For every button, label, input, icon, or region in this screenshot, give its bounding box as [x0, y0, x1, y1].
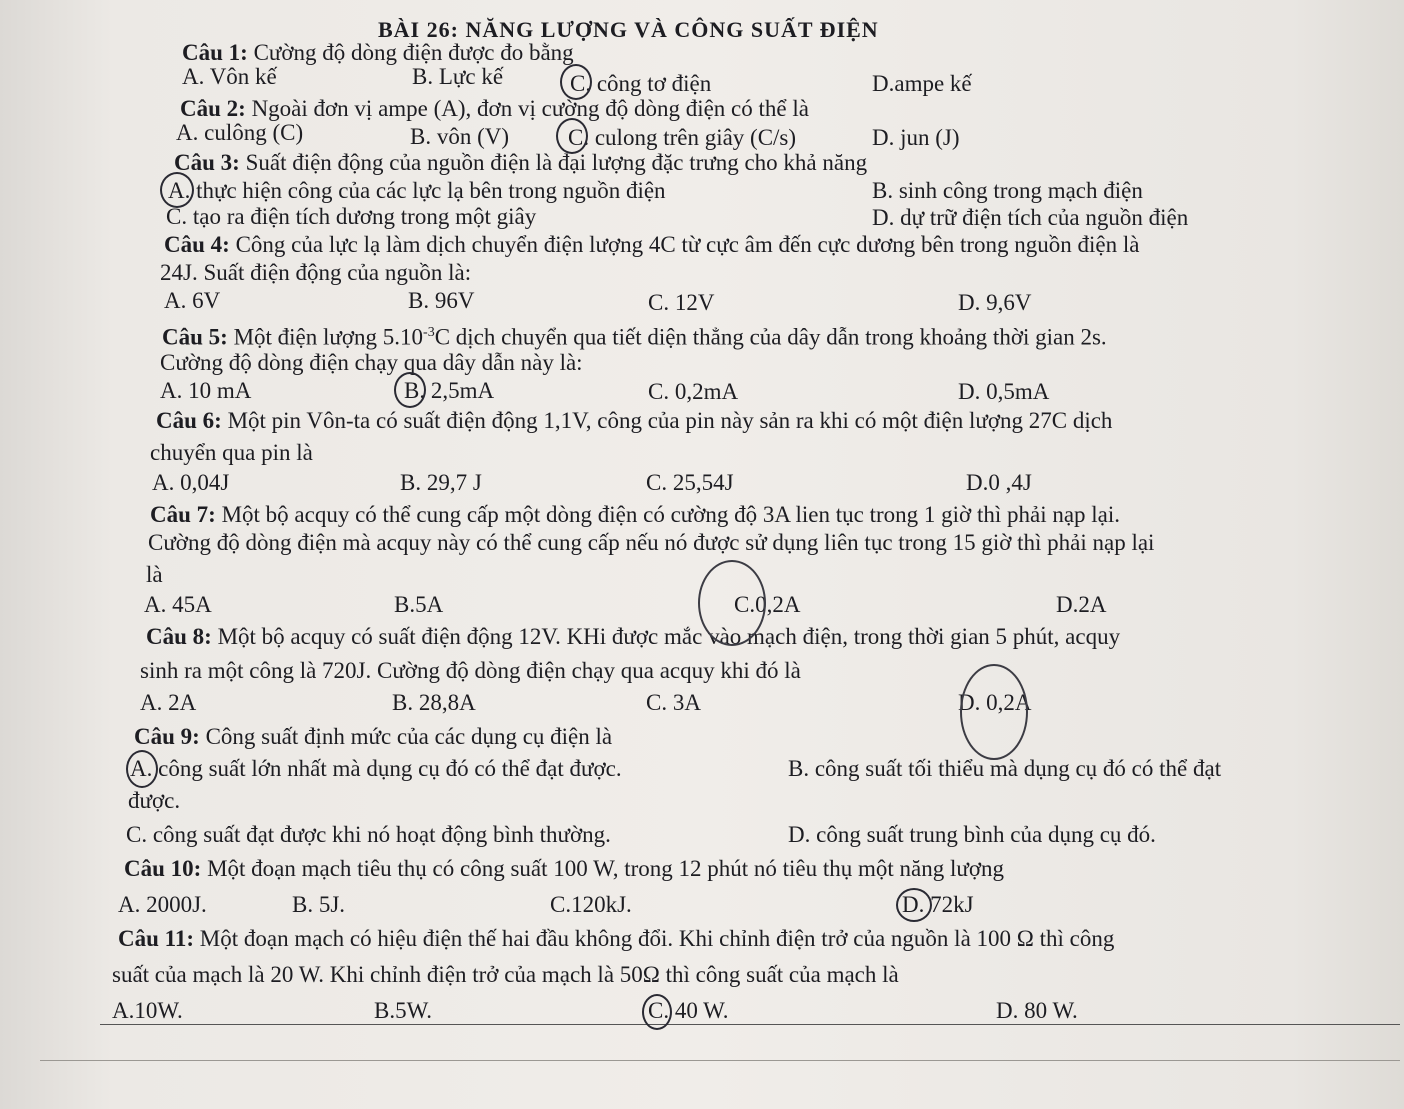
question-11-text: Một đoạn mạch có hiệu điện thế hai đầu không đổi. Khi chỉnh điện trở của nguồn là 100 Ω thì công — [194, 926, 1115, 951]
q10-option-c: C.120kJ. — [550, 892, 632, 917]
q11-option-a: A.10W. — [112, 998, 183, 1023]
question-1 — [182, 40, 574, 66]
question-6-cont: chuyển qua pin là — [150, 440, 313, 465]
q1-option-c: C. công tơ điện — [570, 71, 712, 96]
question-8 — [146, 624, 1120, 650]
page-title: BÀI 26: NĂNG LƯỢNG VÀ CÔNG SUẤT ĐIỆN — [378, 17, 879, 42]
question-4-text: Công của lực lạ làm dịch chuyển điện lượng 4C từ cực âm đến cực dương bên trong nguồn điện là — [229, 232, 1140, 257]
bottom-rule — [100, 1024, 1400, 1025]
question-4 — [164, 232, 1139, 258]
q7-option-d: D.2A — [1056, 592, 1107, 617]
question-6-number: Câu 6: — [156, 408, 222, 433]
bottom-rule-2 — [40, 1060, 1400, 1061]
q9-option-a: A. công suất lớn nhất mà dụng cụ đó có thể đạt được. — [130, 756, 622, 781]
q9-option-b-cont: được. — [128, 788, 181, 813]
q11-option-b: B.5W. — [374, 998, 432, 1023]
q8-option-c: C. 3A — [646, 690, 701, 715]
q2-option-a: A. culông (C) — [176, 120, 304, 145]
question-9-text: Công suất định mức của các dụng cụ điện là — [199, 724, 613, 749]
question-7-cont: Cường độ dòng điện mà acquy này có thể cung cấp nếu nó được sử dụng liên tục trong 15 giờ thì phải nạp lại — [148, 530, 1155, 555]
answer-circle-q7 — [698, 560, 766, 646]
q6-option-a: A. 0,04J — [152, 470, 230, 495]
q5-option-b: B. 2,5mA — [404, 378, 495, 403]
question-4-number: Câu 4: — [164, 232, 230, 257]
q11-option-d: D. 80 W. — [996, 998, 1078, 1023]
question-7-text: Một bộ acquy có thể cung cấp một dòng điện có cường độ 3A lien tục trong 1 giờ thì phải nạp lại. — [215, 502, 1121, 527]
question-5 — [162, 320, 1107, 351]
q3-option-c: C. tạo ra điện tích dương trong một giây — [166, 204, 537, 229]
question-7-cont-2: là — [146, 562, 163, 587]
answer-circle-q2 — [556, 118, 588, 154]
question-8-cont: sinh ra một công là 720J. Cường độ dòng điện chạy qua acquy khi đó là — [140, 658, 801, 683]
question-2-text: Ngoài đơn vị ampe (A), đơn vị cường độ dòng điện có thể là — [245, 96, 809, 121]
question-3 — [174, 150, 867, 176]
question-10-number: Câu 10: — [124, 856, 202, 881]
question-11-cont: suất của mạch là 20 W. Khi chỉnh điện trở của mạch là 50Ω thì công suất của mạch là — [112, 962, 899, 987]
q7-option-c: C.0,2A — [734, 592, 801, 617]
question-4-cont: 24J. Suất điện động của nguồn là: — [160, 260, 472, 285]
question-9 — [134, 724, 612, 750]
q4-option-a: A. 6V — [164, 288, 221, 313]
q8-option-a: A. 2A — [140, 690, 197, 715]
question-10 — [124, 856, 1004, 882]
q8-option-b: B. 28,8A — [392, 690, 476, 715]
question-3-text: Suất điện động của nguồn điện là đại lượng đặc trưng cho khả năng — [239, 150, 868, 175]
question-8-number: Câu 8: — [146, 624, 212, 649]
question-5-exponent: -3 — [423, 325, 435, 340]
question-6-text: Một pin Vôn-ta có suất điện động 1,1V, công của pin này sản ra khi có một điện lượng 27C dịch — [221, 408, 1113, 433]
q7-option-a: A. 45A — [144, 592, 212, 617]
q6-option-b: B. 29,7 J — [400, 470, 482, 495]
q4-option-c: C. 12V — [648, 290, 715, 315]
q2-option-d: D. jun (J) — [872, 125, 960, 150]
q6-option-d: D.0 ,4J — [966, 470, 1032, 495]
question-7-number: Câu 7: — [150, 502, 216, 527]
question-2 — [180, 96, 809, 122]
q2-option-b: B. vôn (V) — [410, 124, 510, 149]
q1-option-d: D.ampe kế — [872, 71, 972, 96]
question-11-number: Câu 11: — [118, 926, 195, 951]
question-7 — [150, 502, 1120, 528]
question-5-text-b: C dịch chuyển qua tiết diện thẳng của dây dẫn trong khoảng thời gian 2s. — [434, 324, 1107, 350]
answer-circle-q11 — [642, 994, 672, 1030]
q8-option-d: D. 0,2A — [958, 690, 1032, 715]
question-11 — [118, 926, 1114, 952]
q3-option-b: B. sinh công trong mạch điện — [872, 178, 1143, 203]
q5-option-d: D. 0,5mA — [958, 379, 1050, 404]
answer-circle-q10 — [896, 888, 932, 922]
q6-option-c: C. 25,54J — [646, 470, 734, 495]
q4-option-b: B. 96V — [408, 288, 475, 313]
question-5-cont: Cường độ dòng điện chạy qua dây dẫn này là: — [160, 350, 583, 375]
question-8-text: Một bộ acquy có suất điện động 12V. KHi được mắc vào mạch điện, trong thời gian 5 phút, acquy — [211, 624, 1121, 649]
question-5-number: Câu 5: — [162, 324, 228, 350]
question-1-text: Cường độ dòng điện được đo bằng — [247, 40, 574, 65]
answer-circle-q8 — [960, 664, 1028, 760]
q5-option-c: C. 0,2mA — [648, 379, 739, 404]
answer-circle-q1 — [560, 64, 592, 100]
q5-option-a: A. 10 mA — [160, 378, 252, 403]
q11-option-c: C. 40 W. — [648, 998, 729, 1023]
question-6 — [156, 408, 1112, 434]
question-2-number: Câu 2: — [180, 96, 246, 121]
q10-option-d: D. 72kJ — [902, 892, 974, 917]
q2-option-c: C. culong trên giây (C/s) — [568, 125, 797, 150]
q10-option-a: A. 2000J. — [118, 892, 207, 917]
question-5-text-a: Một điện lượng 5.10 — [227, 324, 424, 350]
answer-circle-q9 — [126, 750, 158, 788]
q3-option-d: D. dự trữ điện tích của nguồn điện — [872, 205, 1189, 230]
q10-option-b: B. 5J. — [292, 892, 346, 917]
answer-circle-q5 — [394, 372, 426, 408]
q1-option-a: A. Vôn kế — [182, 64, 277, 89]
q4-option-d: D. 9,6V — [958, 290, 1032, 315]
q9-option-c: C. công suất đạt được khi nó hoạt động bình thường. — [126, 822, 611, 847]
q9-option-b: B. công suất tối thiểu mà dụng cụ đó có thể đạt — [788, 756, 1222, 781]
q3-option-a: A. thực hiện công của các lực lạ bên trong nguồn điện — [168, 178, 666, 203]
question-10-text: Một đoạn mạch tiêu thụ có công suất 100 W, trong 12 phút nó tiêu thụ một năng lượng — [201, 856, 1005, 881]
q7-option-b: B.5A — [394, 592, 444, 617]
q9-option-d: D. công suất trung bình của dụng cụ đó. — [788, 822, 1156, 847]
answer-circle-q3 — [160, 172, 194, 208]
q1-option-b: B. Lực kế — [412, 64, 504, 89]
question-9-number: Câu 9: — [134, 724, 200, 749]
question-1-number: Câu 1: — [182, 40, 248, 65]
question-3-number: Câu 3: — [174, 150, 240, 175]
